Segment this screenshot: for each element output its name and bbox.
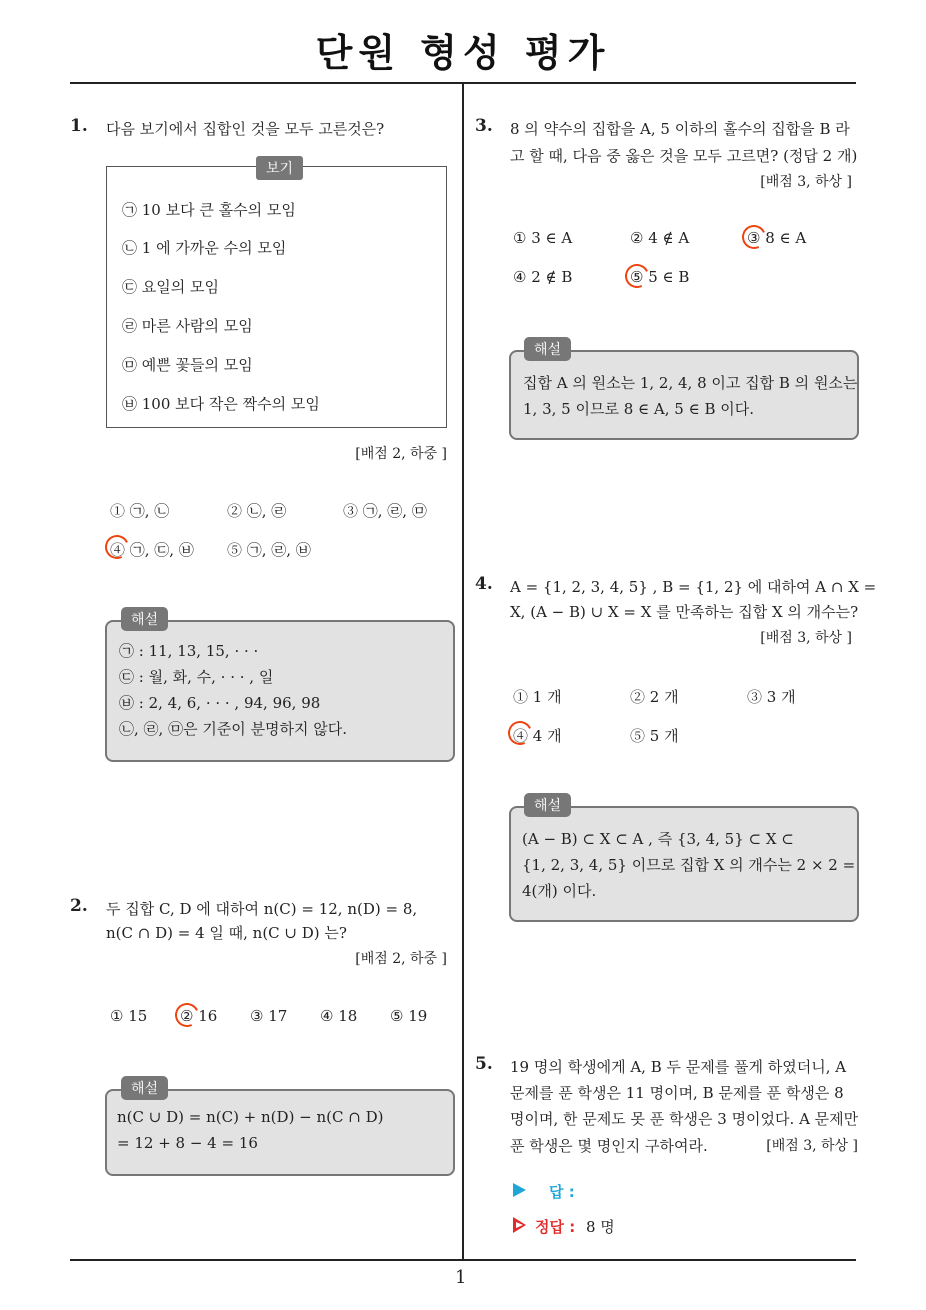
choice-3[interactable]: ③ 3 개 [747,688,796,706]
solution-line: ㉢ : 월, 화, 수, · · · , 일 [119,668,274,686]
question-text: 19 명의 학생에게 A, B 두 문제를 풀게 하였더니, A [510,1058,847,1076]
choice-3[interactable]: ③ 17 [250,1007,288,1025]
answer-marker-icon [513,1183,526,1197]
question-number: 2. [70,896,88,916]
choice-2[interactable]: ② 4 ∉ A [630,229,690,247]
answer-label: 답 : [549,1183,575,1201]
choice-3[interactable]: ③ ㉠, ㉣, ㉤ [343,502,427,520]
question-number: 3. [475,116,493,136]
solution-line: ㉥ : 2, 4, 6, · · · , 94, 96, 98 [119,694,321,712]
footer-rule [70,1259,856,1261]
choice-5[interactable]: ⑤ 5 ∈ B [630,268,690,286]
correct-answer-circle [739,222,770,253]
bogi-item: ㉡ 1 에 가까운 수의 모임 [122,239,287,257]
choice-1[interactable]: ① ㉠, ㉡ [110,502,170,520]
choice-1[interactable]: ① 3 ∈ A [513,229,573,247]
correct-label: 정답 : [535,1218,576,1236]
bogi-item: ㉣ 마른 사람의 모임 [122,317,253,335]
correct-answer-circle [172,1000,203,1031]
choice-5[interactable]: ⑤ ㉠, ㉣, ㉥ [227,541,311,559]
solution-line: (A − B) ⊂ X ⊂ A , 즉 {3, 4, 5} ⊂ X ⊂ [522,830,794,848]
score-label: [배점 2, 하중 ] [355,951,447,967]
solution-line: n(C ∪ D) = n(C) + n(D) − n(C ∩ D) [117,1108,384,1126]
bogi-item: ㉠ 10 보다 큰 홀수의 모임 [122,201,296,219]
question-text: n(C ∩ D) = 4 일 때, n(C ∪ D) 는? [106,924,347,942]
bogi-item: ㉢ 요일의 모임 [122,278,219,296]
solution-line: ㉡, ㉣, ㉤은 기준이 분명하지 않다. [119,720,348,738]
solution-box [105,1089,455,1176]
column-divider [462,83,464,1259]
score-label: [배점 3, 하상 ] [766,1138,858,1154]
choice-4[interactable]: ④ ㉠, ㉢, ㉥ [110,541,194,559]
question-number: 4. [475,574,493,594]
page-number: 1 [455,1267,467,1288]
solution-label: 해설 [524,337,571,361]
score-label: [배점 3, 하상 ] [760,630,852,646]
choice-1[interactable]: ① 1 개 [513,688,562,706]
solution-line: 1, 3, 5 이므로 8 ∈ A, 5 ∈ B 이다. [523,400,754,418]
solution-line: = 12 + 8 − 4 = 16 [117,1134,258,1152]
score-label: [배점 3, 하상 ] [760,174,852,190]
question-text: 두 집합 C, D 에 대하여 n(C) = 12, n(D) = 8, [106,900,418,918]
solution-line: {1, 2, 3, 4, 5} 이므로 집합 X 의 개수는 2 × 2 = [522,856,856,874]
solution-line: 집합 A 의 원소는 1, 2, 4, 8 이고 집합 B 의 원소는 [523,374,858,392]
solution-line: ㉠ : 11, 13, 15, · · · [119,642,259,660]
choice-5[interactable]: ⑤ 19 [390,1007,428,1025]
correct-value: 8 명 [586,1218,615,1236]
choice-2[interactable]: ② 2 개 [630,688,679,706]
choice-5[interactable]: ⑤ 5 개 [630,727,679,745]
score-label: [배점 2, 하중 ] [355,446,447,462]
question-text: 명이며, 한 문제도 못 푼 학생은 3 명이었다. A 문제만 [510,1110,859,1128]
choice-4[interactable]: ④ 4 개 [513,727,562,745]
question-text: 푼 학생은 몇 명인지 구하여라. [510,1137,708,1155]
solution-label: 해설 [121,607,168,631]
question-text: A = {1, 2, 3, 4, 5} , B = {1, 2} 에 대하여 A ∩ X = [510,578,877,596]
choice-3[interactable]: ③ 8 ∈ A [747,229,807,247]
solution-label: 해설 [524,793,571,817]
choice-1[interactable]: ① 15 [110,1007,148,1025]
bogi-item: ㉥ 100 보다 작은 짝수의 모임 [122,395,320,413]
question-text: 고 할 때, 다음 중 옳은 것을 모두 고르면? (정답 2 개) [510,147,858,165]
question-text: 문제를 푼 학생은 11 명이며, B 문제를 푼 학생은 8 [510,1084,844,1102]
choice-2[interactable]: ② 16 [180,1007,218,1025]
correct-answer-circle [622,261,653,292]
choice-4[interactable]: ④ 2 ∉ B [513,268,573,286]
question-text: X, (A − B) ∪ X = X 를 만족하는 집합 X 의 개수는? [510,603,859,621]
choice-4[interactable]: ④ 18 [320,1007,358,1025]
solution-box [509,350,859,440]
question-number: 5. [475,1054,493,1074]
bogi-label: 보기 [256,156,303,180]
choice-2[interactable]: ② ㉡, ㉣ [227,502,287,520]
solution-label: 해설 [121,1076,168,1100]
bogi-item: ㉤ 예쁜 꽃들의 모임 [122,356,253,374]
question-number: 1. [70,116,88,136]
page-title: 단원 형성 평가 [315,31,611,75]
solution-line: 4(개) 이다. [522,882,597,900]
question-text: 다음 보기에서 집합인 것을 모두 고른것은? [106,120,385,138]
question-text: 8 의 약수의 집합을 A, 5 이하의 홀수의 집합을 B 라 [510,120,850,138]
correct-marker-inner [516,1222,523,1228]
